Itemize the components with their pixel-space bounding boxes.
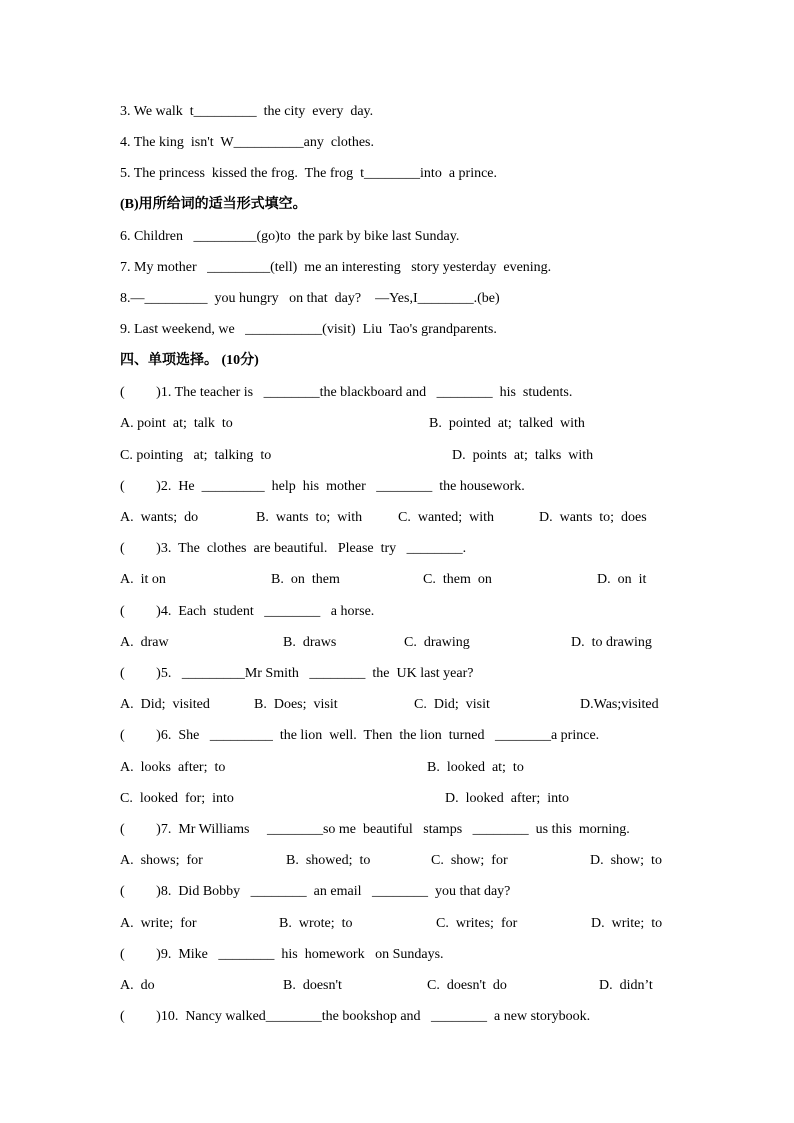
mc-question-3: ( )3. The clothes are beautiful. Please try ________. (120, 541, 467, 556)
mc-question-5: ( )5. _________Mr Smith ________ the UK last year? (120, 666, 474, 681)
mc1-option-a: A. point at; talk to (120, 416, 233, 431)
mc-question-1: ( )1. The teacher is ________the blackboard and ________ his students. (120, 385, 573, 400)
mc3-option-b: B. on them (271, 572, 340, 587)
question-3: 3. We walk t_________ the city every day. (120, 104, 374, 119)
mc5-option-b: B. Does; visit (254, 697, 338, 712)
mc2-option-a: A. wants; do (120, 510, 199, 525)
mc8-option-b: B. wrote; to (279, 916, 353, 931)
question-5: 5. The princess kissed the frog. The frog t________into a prince. (120, 166, 498, 181)
mc7-option-c: C. show; for (431, 853, 508, 868)
question-4: 4. The king isn't W__________any clothes. (120, 135, 374, 150)
mc9-option-d: D. didn’t (599, 978, 653, 993)
mc7-option-d: D. show; to (590, 853, 662, 868)
question-7: 7. My mother _________(tell) me an interesting story yesterday evening. (120, 260, 552, 275)
mc8-option-c: C. writes; for (436, 916, 518, 931)
mc-question-9: ( )9. Mike ________ his homework on Sundays. (120, 947, 444, 962)
mc5-option-c: C. Did; visit (414, 697, 490, 712)
mc6-option-d: D. looked after; into (445, 791, 570, 806)
mc4-option-c: C. drawing (404, 635, 470, 650)
mc2-option-c: C. wanted; with (398, 510, 495, 525)
mc-question-8: ( )8. Did Bobby ________ an email ________ you that day? (120, 884, 511, 899)
mc3-option-c: C. them on (423, 572, 492, 587)
mc7-option-a: A. shows; for (120, 853, 203, 868)
mc-question-2: ( )2. He _________ help his mother ________ the housework. (120, 479, 525, 494)
mc7-option-b: B. showed; to (286, 853, 371, 868)
mc9-option-b: B. doesn't (283, 978, 342, 993)
mc8-option-d: D. write; to (591, 916, 663, 931)
question-8: 8.—_________ you hungry on that day? —Yes,I________.(be) (120, 291, 500, 306)
mc4-option-b: B. draws (283, 635, 337, 650)
mc5-option-a: A. Did; visited (120, 697, 210, 712)
question-6: 6. Children _________(go)to the park by bike last Sunday. (120, 229, 460, 244)
mc1-option-d: D. points at; talks with (452, 448, 594, 463)
section-b-heading: (B)用所给词的适当形式填空。 (120, 197, 307, 212)
mc4-option-a: A. draw (120, 635, 169, 650)
mc9-option-a: A. do (120, 978, 155, 993)
mc3-option-a: A. it on (120, 572, 166, 587)
mc-question-4: ( )4. Each student ________ a horse. (120, 604, 375, 619)
mc1-option-b: B. pointed at; talked with (429, 416, 585, 431)
section-4-heading: 四、单项选择。 (10分) (120, 353, 259, 368)
mc9-option-c: C. doesn't do (427, 978, 507, 993)
mc5-option-d: D.Was;visited (580, 697, 659, 712)
mc-question-10: ( )10. Nancy walked________the bookshop and ________ a new storybook. (120, 1009, 591, 1024)
mc6-option-a: A. looks after; to (120, 760, 226, 775)
mc-question-6: ( )6. She _________ the lion well. Then the lion turned ________a prince. (120, 728, 600, 743)
mc4-option-d: D. to drawing (571, 635, 652, 650)
mc1-option-c: C. pointing at; talking to (120, 448, 272, 463)
mc3-option-d: D. on it (597, 572, 647, 587)
mc2-option-d: D. wants to; does (539, 510, 647, 525)
mc8-option-a: A. write; for (120, 916, 197, 931)
mc2-option-b: B. wants to; with (256, 510, 363, 525)
mc6-option-b: B. looked at; to (427, 760, 524, 775)
mc6-option-c: C. looked for; into (120, 791, 234, 806)
question-9: 9. Last weekend, we ___________(visit) Liu Tao's grandparents. (120, 322, 497, 337)
mc-question-7: ( )7. Mr Williams ________so me beautiful stamps ________ us this morning. (120, 822, 630, 837)
